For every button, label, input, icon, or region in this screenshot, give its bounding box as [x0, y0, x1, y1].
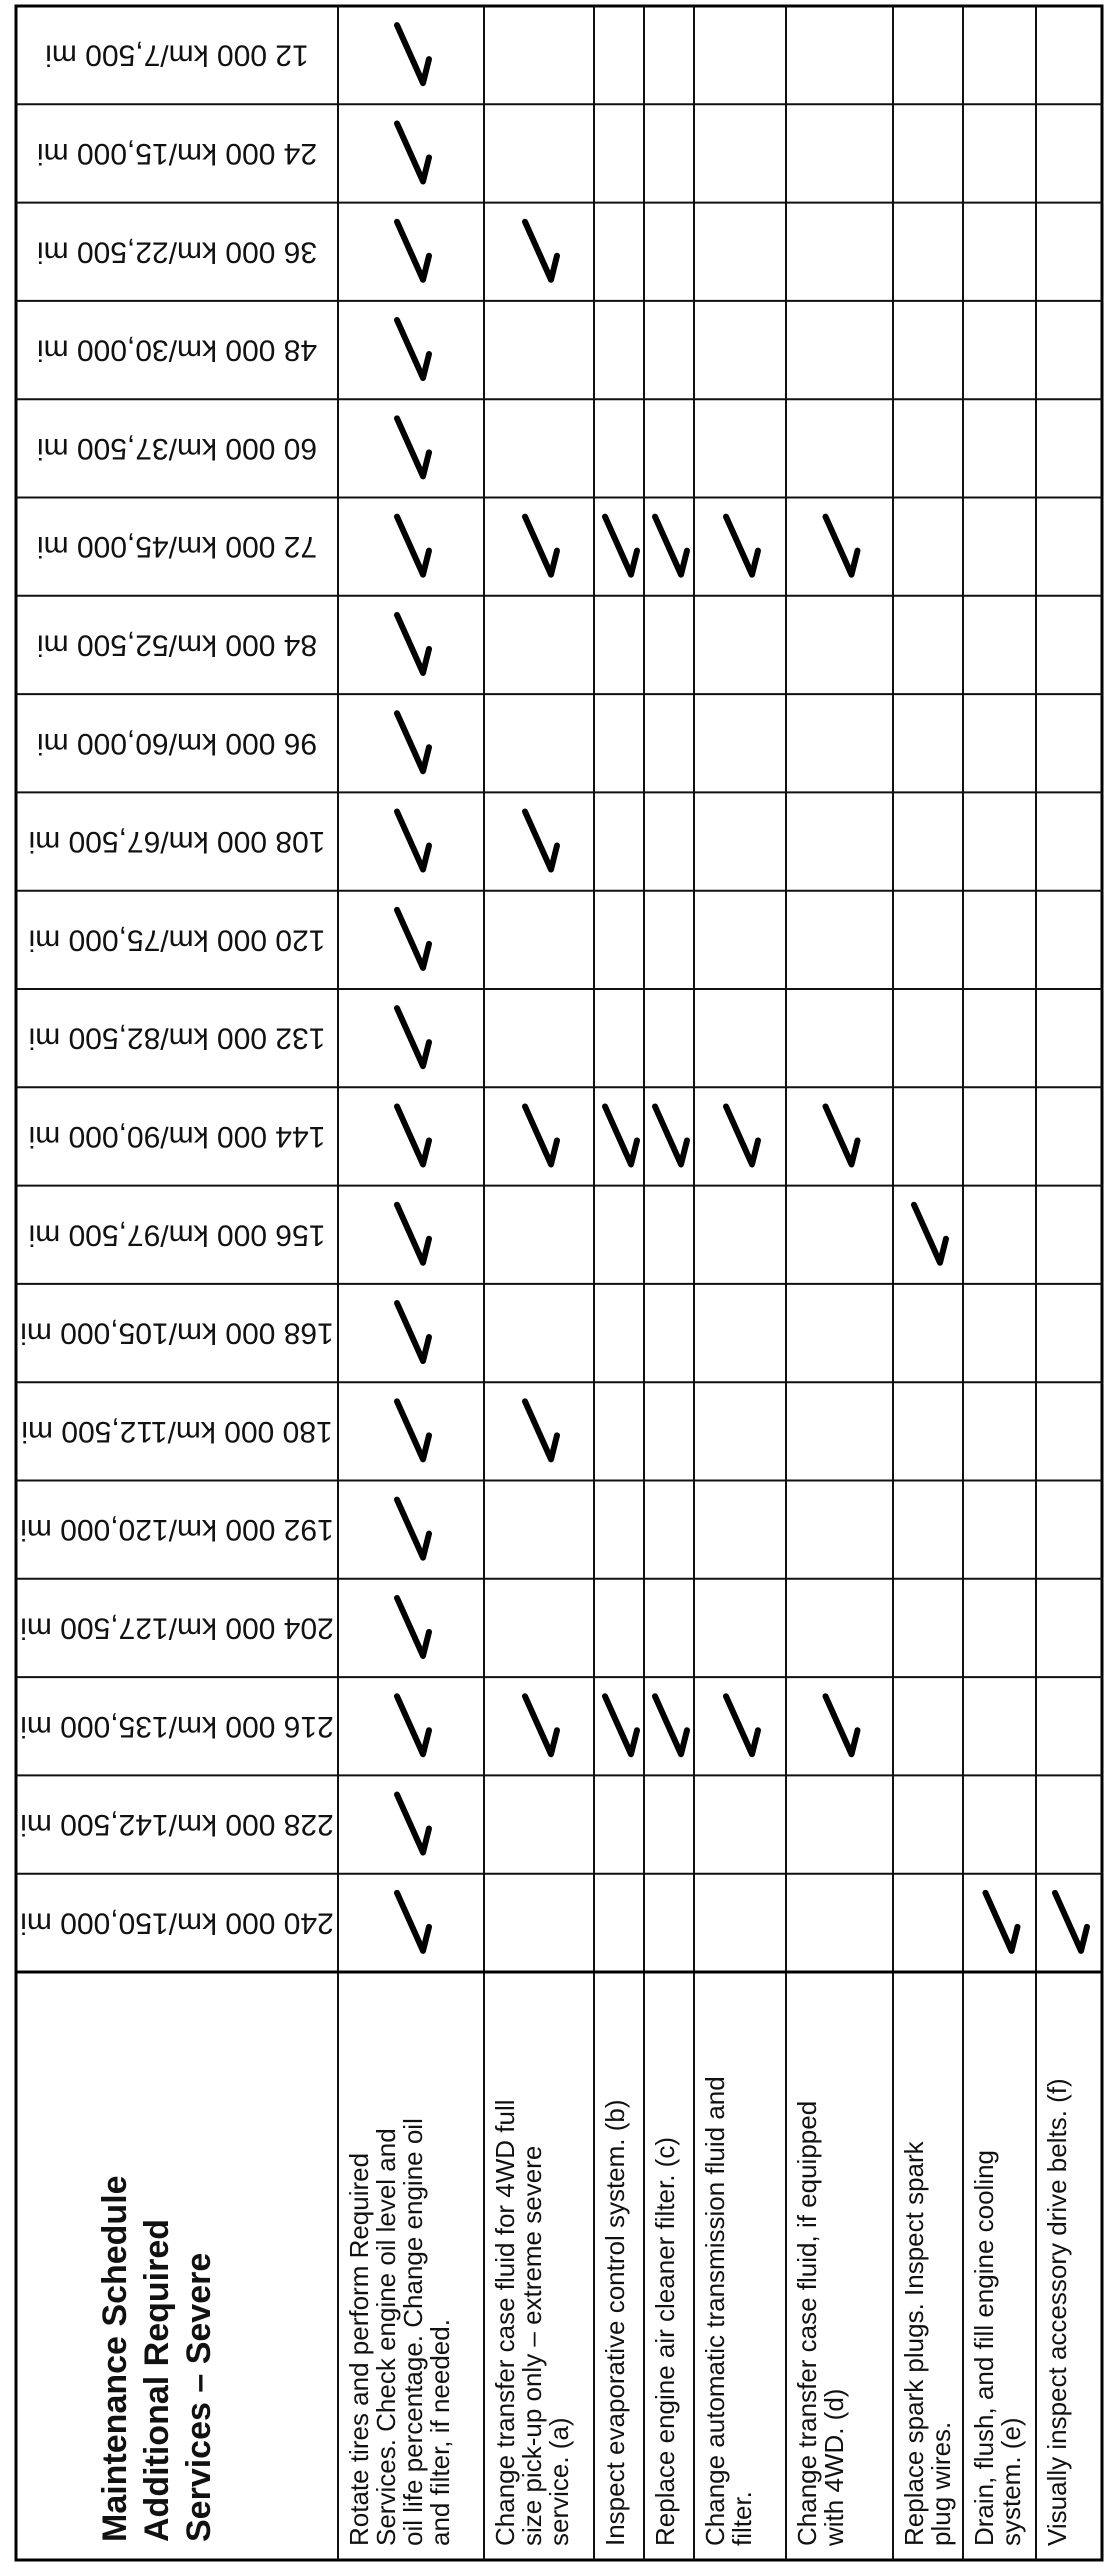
table-title — [96, 2175, 218, 2542]
interval-label: 36 000 km/22,500 mi — [36, 235, 318, 269]
check-mark — [397, 222, 429, 280]
check-mark — [397, 25, 429, 83]
check-mark — [397, 1696, 429, 1754]
interval-label: 96 000 km/60,000 mi — [36, 726, 318, 760]
service-label-line: with 4WD. (d) — [819, 2388, 849, 2546]
interval-label: 240 000 km/150,000 mi — [20, 1906, 334, 1940]
check-mark — [914, 1205, 946, 1263]
service-label-line: Inspect evaporative control system. (b) — [600, 2099, 630, 2546]
service-label — [490, 2099, 574, 2546]
service-label — [1042, 2078, 1072, 2546]
service-label-line: Replace spark plugs. Inspect spark — [899, 2141, 929, 2546]
service-label-line: Rotate tires and perform Required — [344, 2152, 374, 2546]
check-mark — [525, 517, 557, 575]
interval-label: 156 000 km/97,500 mi — [28, 1218, 326, 1252]
check-mark — [397, 1205, 429, 1263]
check-mark — [525, 1696, 557, 1754]
check-mark — [397, 1598, 429, 1656]
table-grid — [16, 6, 1102, 2560]
service-label-line: Change transfer case fluid for 4WD full — [490, 2099, 520, 2546]
check-mark — [726, 1696, 758, 1754]
check-mark — [397, 1893, 429, 1951]
check-mark — [397, 1303, 429, 1361]
check-mark — [397, 615, 429, 673]
service-label — [700, 2076, 757, 2546]
interval-label: 120 000 km/75,000 mi — [28, 923, 326, 957]
check-mark — [397, 123, 429, 181]
check-mark — [397, 910, 429, 968]
service-label-line: size pick-up only – extreme severe — [517, 2145, 547, 2546]
check-mark — [726, 517, 758, 575]
check-mark — [826, 1696, 858, 1754]
interval-label: 192 000 km/120,000 mi — [20, 1513, 334, 1547]
service-label — [969, 2150, 1026, 2546]
interval-label: 168 000 km/105,000 mi — [20, 1316, 334, 1350]
interval-label: 204 000 km/127,500 mi — [20, 1611, 334, 1645]
interval-label: 72 000 km/45,000 mi — [36, 530, 318, 564]
interval-label: 132 000 km/82,500 mi — [28, 1021, 326, 1055]
interval-label: 84 000 km/52,500 mi — [36, 628, 318, 662]
check-mark — [525, 812, 557, 870]
check-mark — [605, 1696, 637, 1754]
check-mark — [826, 1106, 858, 1164]
check-mark — [605, 1106, 637, 1164]
title-line-2: Additional Required — [138, 2219, 176, 2542]
service-label-line: and filter, if needed. — [425, 2319, 455, 2546]
interval-label: 216 000 km/135,000 mi — [20, 1709, 334, 1743]
service-label-line: Replace engine air cleaner filter. (c) — [650, 2137, 680, 2546]
check-mark — [397, 713, 429, 771]
title-line-3: Services – Severe — [180, 2252, 218, 2542]
check-mark — [826, 517, 858, 575]
check-mark — [397, 320, 429, 378]
service-label — [600, 2099, 630, 2546]
check-mark — [397, 418, 429, 476]
service-label-line: filter. — [727, 2491, 757, 2546]
check-mark — [525, 222, 557, 280]
check-mark — [525, 1401, 557, 1459]
check-mark — [397, 1401, 429, 1459]
service-label — [344, 2118, 455, 2546]
interval-label: 48 000 km/30,000 mi — [36, 333, 318, 367]
check-mark — [397, 1500, 429, 1558]
service-label — [792, 2101, 849, 2547]
title-line-1: Maintenance Schedule — [96, 2175, 134, 2542]
check-mark — [655, 517, 687, 575]
service-label-line: system. (e) — [996, 2417, 1026, 2546]
interval-label: 180 000 km/112,500 mi — [21, 1414, 333, 1448]
check-mark — [1055, 1893, 1087, 1951]
interval-label: 60 000 km/37,500 mi — [36, 431, 318, 465]
check-mark — [655, 1106, 687, 1164]
service-label — [650, 2137, 680, 2546]
check-mark — [397, 1106, 429, 1164]
check-mark — [605, 517, 637, 575]
check-mark — [397, 812, 429, 870]
check-mark — [986, 1893, 1018, 1951]
service-label-line: Change transfer case fluid, if equipped — [792, 2100, 822, 2546]
service-label-line: Drain, flush, and fill engine cooling — [969, 2149, 999, 2546]
interval-label: 228 000 km/142,500 mi — [20, 1808, 334, 1842]
check-mark — [655, 1696, 687, 1754]
service-label — [899, 2140, 956, 2546]
service-label-line: Visually inspect accessory drive belts. (f) — [1042, 2078, 1072, 2546]
interval-label: 144 000 km/90,000 mi — [28, 1119, 326, 1153]
interval-label: 24 000 km/15,000 mi — [36, 136, 318, 170]
service-label-line: Services. Check engine oil level and — [371, 2128, 401, 2546]
check-mark — [397, 517, 429, 575]
interval-label: 12 000 km/7,500 mi — [45, 38, 309, 72]
check-mark — [525, 1106, 557, 1164]
service-label-line: plug wires. — [926, 2421, 956, 2546]
service-label-line: service. (a) — [544, 2417, 574, 2546]
service-label-line: Change automatic transmission fluid and — [700, 2076, 730, 2546]
check-mark — [397, 1008, 429, 1066]
interval-label: 108 000 km/67,500 mi — [28, 825, 326, 859]
check-mark — [397, 1795, 429, 1853]
service-label-line: oil life percentage. Change engine oil — [398, 2118, 428, 2546]
check-mark — [726, 1106, 758, 1164]
